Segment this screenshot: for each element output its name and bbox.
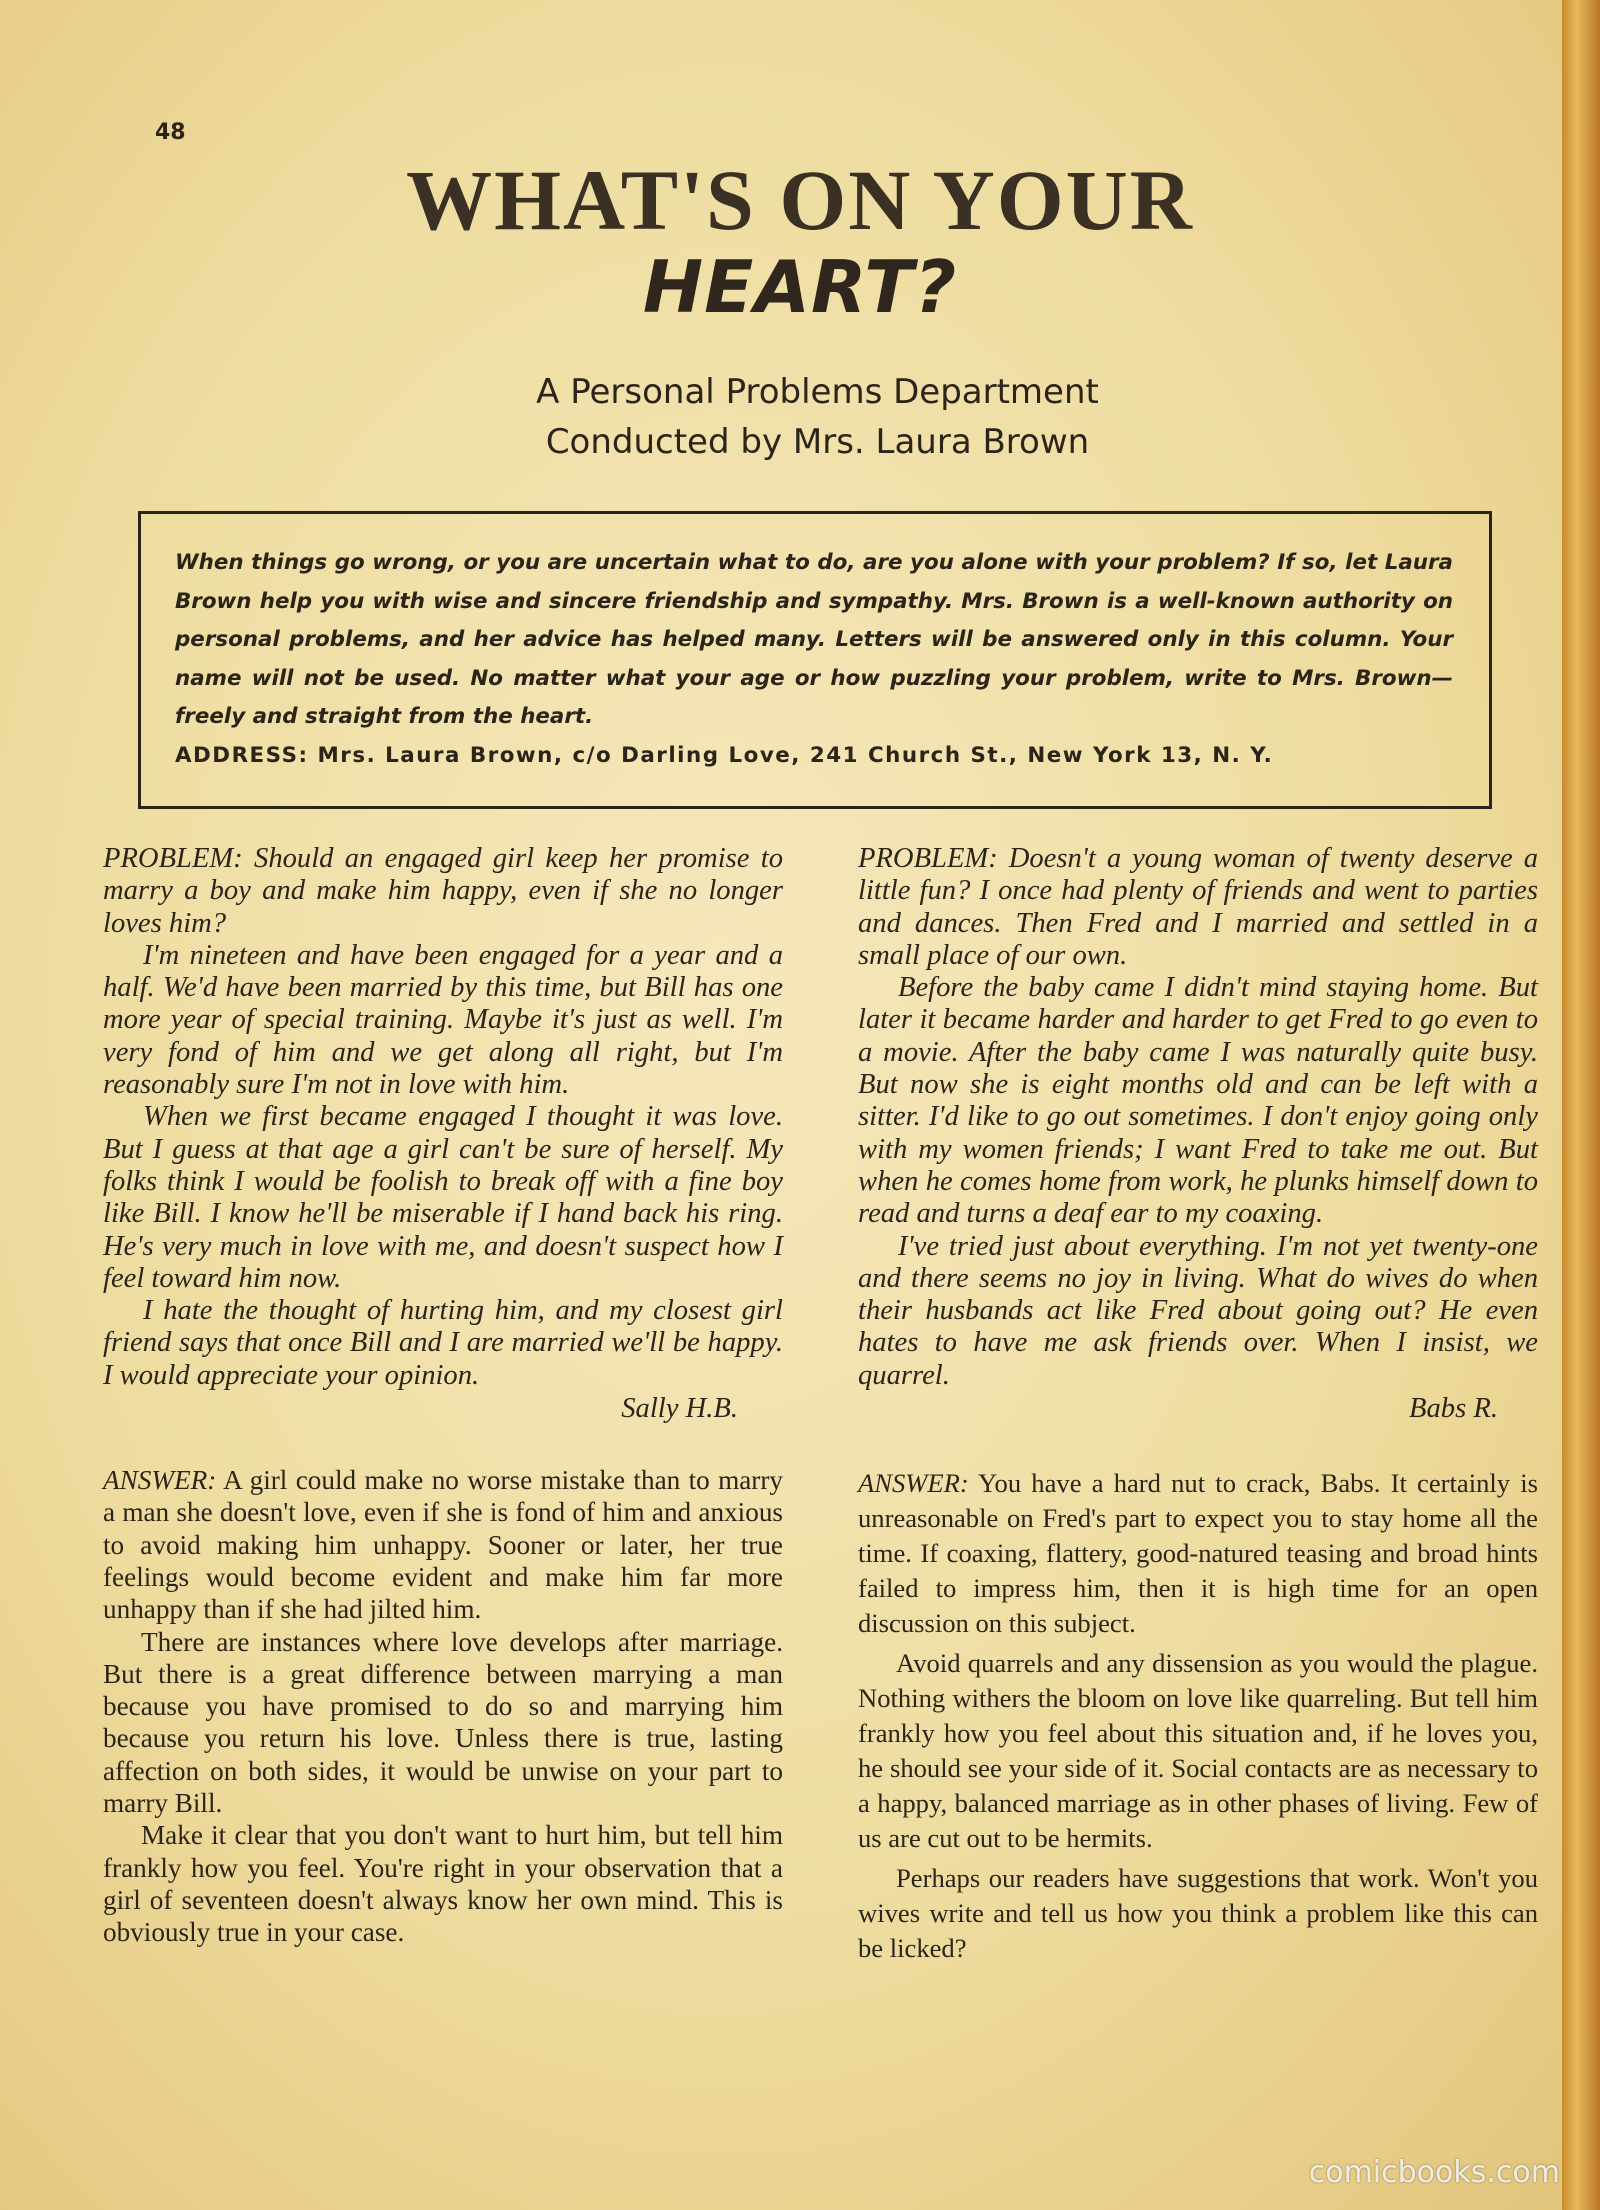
conductor-subtitle: Conducted by Mrs. Laura Brown: [545, 422, 1090, 462]
answer-paragraph: Perhaps our readers have suggestions that work. Won't you wives write and tell us how you think a problem like this can be licked?: [858, 1863, 1538, 1964]
intro-text: When things go wrong, or you are uncertain what to do, are you alone with your problem? If so, let Laura Brown help you with wise and sincere friendship and sympathy. Mrs. Brown is a well-known authority on personal problems, and her advice has helped many. Letters will be answered only in this column. Your name will not be used. No matter what your age or how puzzling your problem, write to Mrs. Brown—freely and straight from the heart.: [175, 550, 1453, 729]
mailing-address: ADDRESS: Mrs. Laura Brown, c/o Darling Love, 241 Church St., New York 13, N. Y.: [175, 742, 1274, 768]
page-spine-edge: [1562, 0, 1600, 2210]
intro-box: [138, 511, 1492, 809]
answer-paragraph: There are instances where love develops after marriage. But there is a great difference between marrying a man because you have promised to do so and marrying him because you return his love. Unless there is true, lasting affection on both sides, it would be unwise on your part to marry Bill.: [103, 1626, 783, 1819]
answer-paragraph: Avoid quarrels and any dissension as you would the plague. Nothing withers the bloom on love like quarreling. But tell him frankly how you feel about this situation and, if he loves you, he should see your side of it. Social contacts are as necessary to a happy, balanced marriage as in other phases of living. Few of us are cut out to be hermits.: [858, 1648, 1538, 1854]
problem-paragraph: I hate the thought of hurting him, and my closest girl friend says that once Bill and I are married we'll be happy. I would appreciate your opinion.: [103, 1295, 783, 1391]
problem-letter-2: [858, 843, 1538, 1392]
right-column: [858, 843, 1538, 1966]
page-number: 48: [155, 120, 186, 145]
answer-paragraph: [858, 1466, 1538, 1641]
problem-paragraph: I'm nineteen and have been engaged for a year and a half. We'd have been married by this time, but Bill has one more year of special training. Maybe it's just as well. I'm very fond of him and we get along all right, but I'm reasonably sure I'm not in love with him.: [103, 939, 783, 1101]
answer-2: [858, 1466, 1538, 1966]
page-title-line1: WHAT'S ON YOUR: [406, 152, 1194, 248]
page-title-line2: HEART?: [642, 245, 958, 329]
answer-paragraph: [103, 1464, 783, 1625]
problem-paragraph: Before the baby came I didn't mind staying home. But later it became harder and harder to get Fred to go even to a movie. After the baby came I was naturally quite busy. But now she is eight months old and can be left with a sitter. I'd like to go out sometimes. I don't enjoy going only with my women friends; I want Fred to take me out. But when he comes home from work, he plunks himself down to read and turns a deaf ear to my coaxing.: [858, 972, 1538, 1230]
problem-paragraph: PROBLEM: Should an engaged girl keep her promise to marry a boy and make him happy, even if she no longer loves him?: [103, 843, 783, 939]
site-watermark: comicbooks.com: [1308, 2155, 1560, 2190]
answer-paragraph: Make it clear that you don't want to hurt him, but tell him frankly how you feel. You're right in your observation that a girl of seventeen doesn't always know her own mind. This is obviously true in your case.: [103, 1820, 783, 1948]
answer-1: [103, 1464, 783, 1948]
problem-paragraph: When we first became engaged I thought it was love. But I guess at that age a girl can't be sure of herself. My folks think I would be foolish to break off with a fine boy like Bill. I know he'll be miserable if I hand back his ring. He's very much in love with me, and doesn't suspect how I feel toward him now.: [103, 1101, 783, 1294]
letter-signature: Babs R.: [1409, 1393, 1498, 1425]
answer-text: A girl could make no worse mistake than to marry a man she doesn't love, even if she is fond of him and anxious to avoid making him unhappy. Sooner or later, her true feelings would become evident and make him far more unhappy than if she had jilted him.: [103, 1465, 784, 1625]
answer-label: ANSWER:: [103, 1465, 217, 1496]
problem-paragraph: PROBLEM: Doesn't a young woman of twenty deserve a little fun? I once had plenty of friends and went to parties and dances. Then Fred and I married and settled in a small place of our own.: [858, 843, 1538, 971]
problem-paragraph: I've tried just about everything. I'm not yet twenty-one and there seems no joy in living. What do wives do when their husbands act like Fred about going out? He even hates to have me ask friends over. When I insist, we quarrel.: [858, 1230, 1538, 1391]
problem-letter-1: [103, 843, 783, 1392]
left-column: [103, 843, 783, 1949]
department-subtitle: A Personal Problems Department: [536, 372, 1099, 412]
answer-text: You have a hard nut to crack, Babs. It certainly is unreasonable on Fred's part to expect you to stay home all the time. If coaxing, flattery, good-natured teasing and broad hints failed to impress him, then it is high time for an open discussion on this subject.: [858, 1468, 1538, 1639]
letter-signature: Sally H.B.: [621, 1393, 738, 1425]
answer-label: ANSWER:: [858, 1468, 969, 1499]
